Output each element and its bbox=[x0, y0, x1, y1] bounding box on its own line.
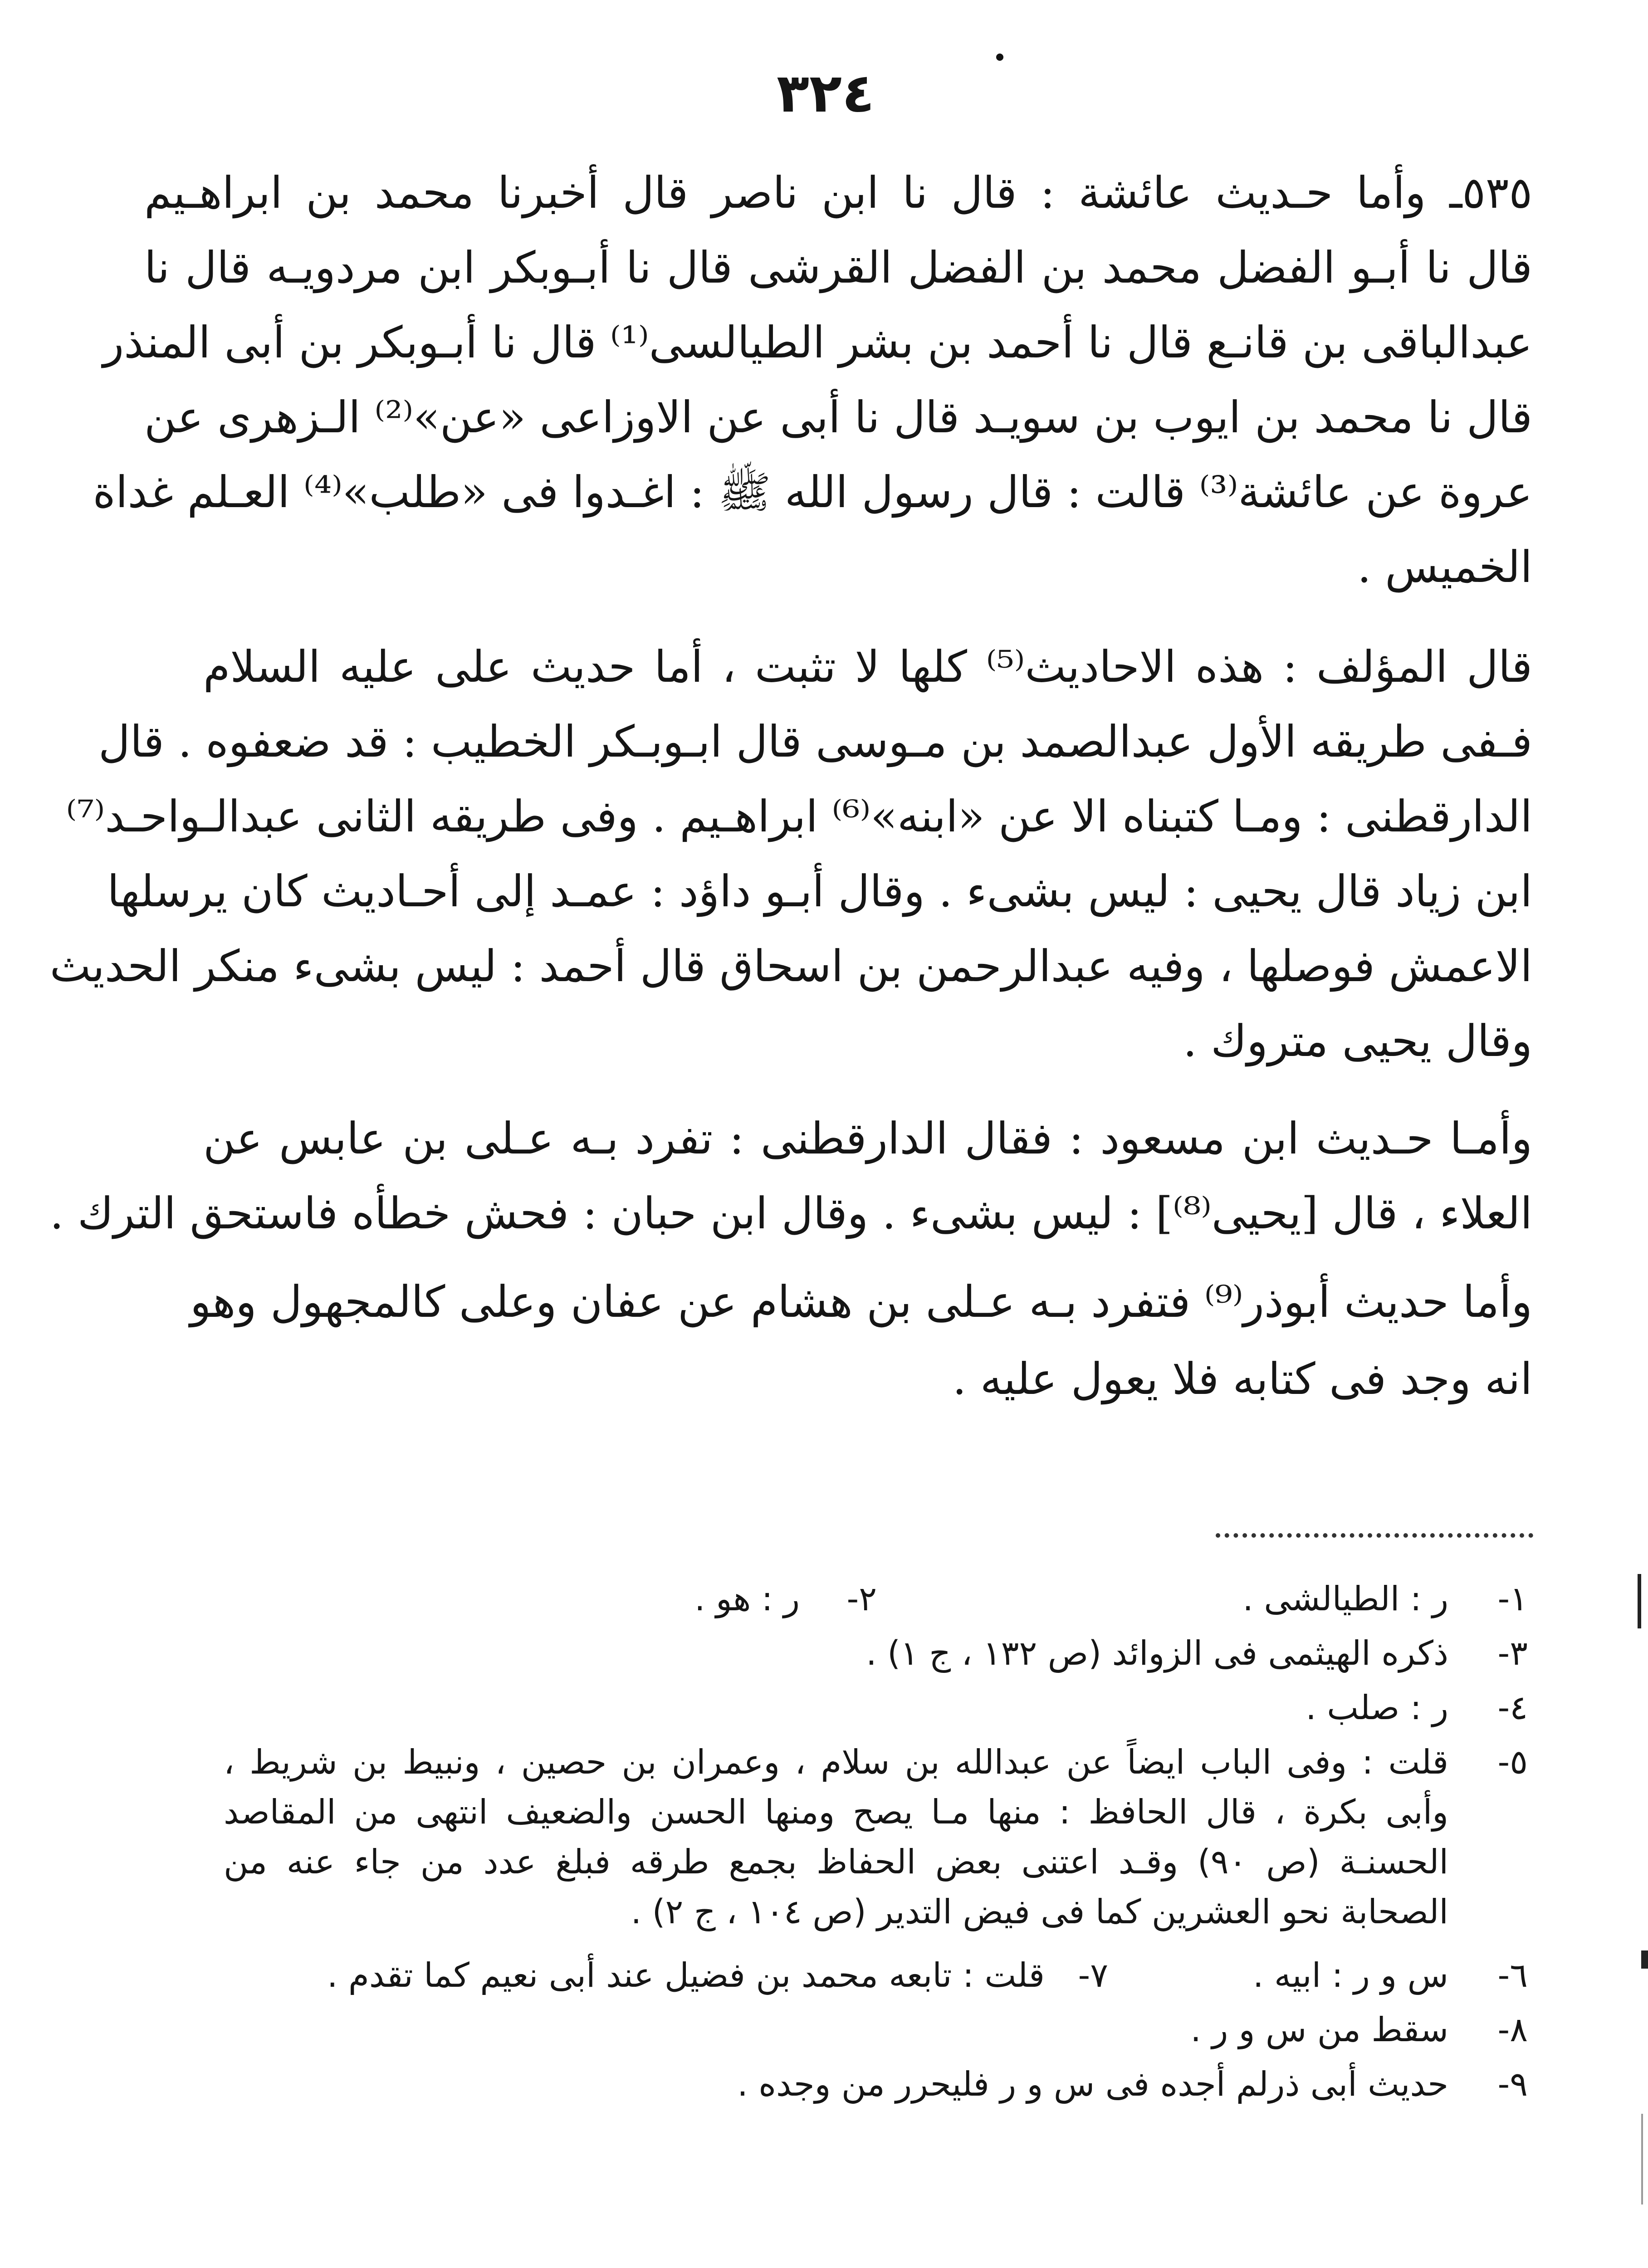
text-line: وقال يحيى متروك . bbox=[1183, 1016, 1532, 1066]
footnote-separator bbox=[1216, 1533, 1533, 1538]
footnote-text: قلت : تابعه محمد بن فضيل عند أبى نعيم كما تقدم . bbox=[327, 1956, 1045, 1995]
text-line: عروة عن عائشة⁽³⁾ قالت : قال رسول الله ﷺ : اغـدوا فى «طلب»⁽⁴⁾ العـلم غداة bbox=[93, 467, 1532, 518]
footnote-text: الصحابة نحو العشرين كما فى فيض التدير (ص ١٠٤ ، ج ٢) . bbox=[631, 1892, 1448, 1931]
text-line: ٥٣٥ـ وأما حـديث عائشة : قال نا ابن ناصر قال أخبرنا محمد بن ابراهـيم bbox=[144, 167, 1532, 218]
scan-edge-mark bbox=[1641, 2114, 1643, 2204]
text-line: انه وجد فى كتابه فلا يعول عليه . bbox=[952, 1354, 1532, 1404]
footnote-number: ٧- bbox=[1078, 1956, 1108, 1995]
footnote-text: حديث أبى ذرلم أجده فى س و ر فليحرر من وجده . bbox=[737, 2065, 1448, 2104]
text-line: عبدالباقى بن قانـع قال نا أحمد بن بشر الطيالسى⁽¹⁾ قال نا أبـوبكر بن أبى المنذر bbox=[103, 317, 1532, 368]
footnote-number: ١- bbox=[1497, 1579, 1528, 1618]
text-line: قال نا محمد بن ايوب بن سويـد قال نا أبى عن الاوزاعى «عن»⁽²⁾ الـزهرى عن bbox=[144, 392, 1533, 443]
footnote-text: الحسنـة (ص ٩٠) وقـد اعتنى بعض الحفاظ بجمع طرقه فبلغ عدد من جاء عنه من bbox=[224, 1843, 1449, 1882]
text-line: قال نا أبـو الفضل محمد بن الفضل القرشى قال نا أبـوبكر ابن مردويـه قال نا bbox=[144, 242, 1532, 293]
footnote-text: سقط من س و ر . bbox=[1190, 2010, 1448, 2049]
footnote-text: وأبى بكرة ، قال الحافظ : منها مـا يصح ومنها الحسن والضعيف انتهى من المقاصد bbox=[224, 1793, 1448, 1832]
text-line: فـفى طريقه الأول عبدالصمد بن مـوسى قال ابـوبـكر الخطيب : قد ضعفوه . قال bbox=[98, 716, 1532, 767]
footnote-text: ر : الطيالشى . bbox=[1242, 1579, 1448, 1618]
footnote-text: ر : صلب . bbox=[1306, 1688, 1448, 1727]
footnote-number: ٢- bbox=[846, 1579, 877, 1618]
footnote-number: ٨- bbox=[1497, 2010, 1528, 2049]
ink-dot bbox=[996, 54, 1003, 61]
text-line: قال المؤلف : هذه الاحاديث⁽⁵⁾ كلها لا تثبت ، أما حديث على عليه السلام bbox=[203, 641, 1533, 692]
footnote-number: ٩- bbox=[1497, 2065, 1528, 2104]
footnote-number: ٦- bbox=[1497, 1956, 1528, 1995]
scan-edge-mark bbox=[1638, 1574, 1641, 1628]
text-line: الخميس . bbox=[1357, 542, 1532, 592]
page-number: ٣٢٤ bbox=[776, 62, 875, 124]
text-line: الاعمش فوصلها ، وفيه عبدالرحمن بن اسحاق قال أحمد : ليس بشىء منكر الحديث bbox=[49, 941, 1532, 992]
footnote-text: س و ر : ابيه . bbox=[1252, 1956, 1448, 1995]
footnote-text: ر : هو . bbox=[694, 1579, 800, 1618]
text-line: وأما حديث أبوذر⁽⁹⁾ فتفرد بـه عـلى بن هشام عن عفان وعلى كالمجهول وهو bbox=[190, 1276, 1532, 1327]
footnote-number: ٤- bbox=[1497, 1688, 1528, 1727]
text-line: العلاء ، قال [يحيى⁽⁸⁾] : ليس بشىء . وقال ابن حبان : فحش خطأه فاستحق الترك . bbox=[49, 1188, 1532, 1239]
text-line: ابن زياد قال يحيى : ليس بشىء . وقال أبـو داؤد : عمـد إلى أحـاديث كان يرسلها bbox=[107, 866, 1532, 917]
footnote-number: ٣- bbox=[1497, 1634, 1528, 1673]
text-line: وأمـا حـديث ابن مسعود : فقال الدارقطنى : تفرد بـه عـلى بن عابس عن bbox=[203, 1113, 1532, 1164]
footnote-number: ٥- bbox=[1497, 1743, 1528, 1782]
scan-edge-mark bbox=[1641, 1950, 1648, 1969]
footnote-text: قلت : وفى الباب ايضاً عن عبدالله بن سلام ، وعمران بن حصين ، ونبيط بن شريط ، bbox=[224, 1743, 1448, 1782]
text-line: الدارقطنى : ومـا كتبناه الا عن «ابنه»⁽⁶⁾ ابراهـيم . وفى طريقه الثانى عبدالـواحـد⁽⁷⁾ bbox=[66, 791, 1532, 842]
footnote-text: ذكره الهيثمى فى الزوائد (ص ١٣٢ ، ج ١) . bbox=[866, 1634, 1448, 1673]
